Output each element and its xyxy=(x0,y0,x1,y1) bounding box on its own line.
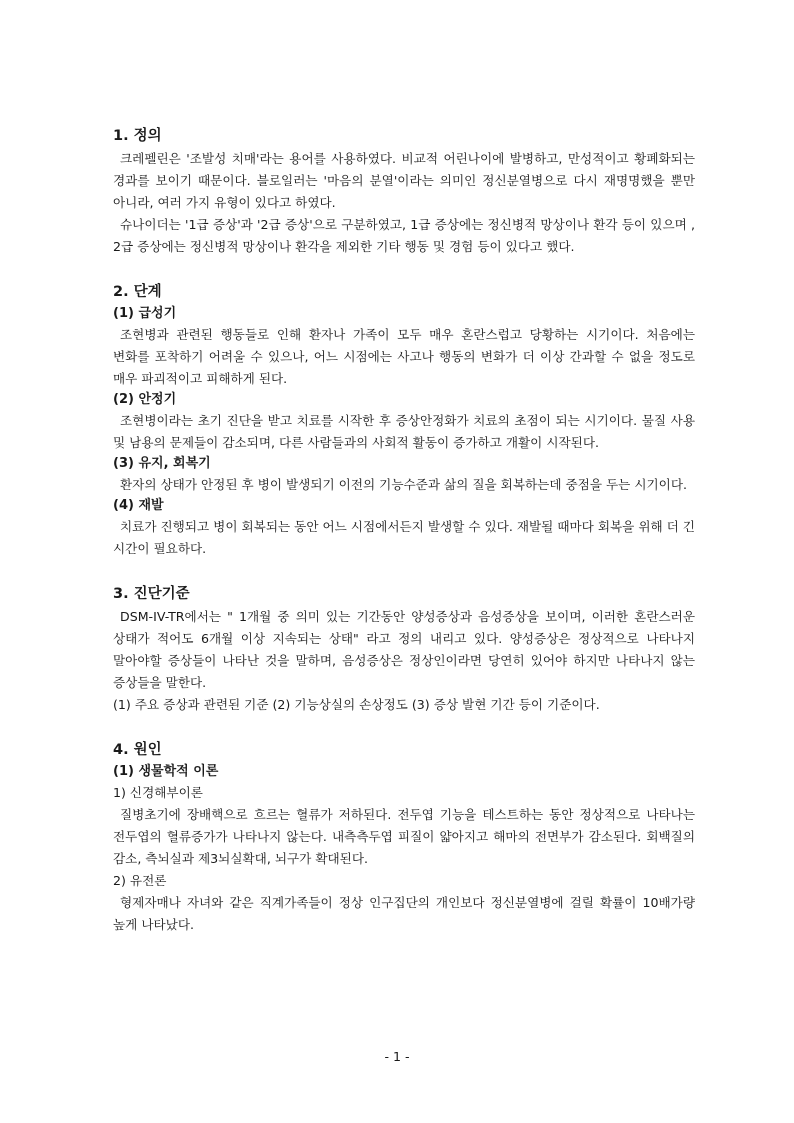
section-heading-criteria: 3. 진단기준 xyxy=(113,586,190,602)
definition-paragraph-1: 크레펠린은 '조발성 치매'라는 용어를 사용하였다. 비교적 어린나이에 발병하고, 만성적이고 황폐화되는 경과를 보이기 때문이다. 블로일러는 '마음의 분열'이라는 의미인 정신분열병으로 다시 재명명했을 뿐만 아니라, 여러 가지 유형이 있다고 하였다. xyxy=(113,151,695,210)
cause-1-subheading-1: 1) 신경해부이론 xyxy=(113,785,203,800)
cause-1-title: (1) 생물학적 이론 xyxy=(113,764,219,779)
cause-1-subtext-1: 질병초기에 장배핵으로 흐르는 혈류가 저하된다. 전두엽 기능을 테스트하는 동안 정상적으로 나타나는 전두엽의 혈류증가가 나타나지 않는다. 내측측두엽 피질이 얇아지고 해마의 전면부가 감소된다. 회백질의 감소, 측뇌실과 제3뇌실확대, 뇌구가 확대된다. xyxy=(113,807,695,866)
criteria-paragraph-2: (1) 주요 증상과 관련된 기준 (2) 기능상실의 손상정도 (3) 증상 발현 기간 등이 기준이다. xyxy=(113,697,600,712)
stage-1-title: (1) 급성기 xyxy=(113,306,177,321)
stage-3-title: (3) 유지, 회복기 xyxy=(113,456,211,471)
section-heading-causes: 4. 원인 xyxy=(113,742,162,758)
stage-4-title: (4) 재발 xyxy=(113,498,164,513)
stage-3-text: 환자의 상태가 안정된 후 병이 발생되기 이전의 기능수준과 삶의 질을 회복하는데 중점을 두는 시기이다. xyxy=(120,477,687,492)
cause-1-subheading-2: 2) 유전론 xyxy=(113,873,167,888)
stage-4-text: 치료가 진행되고 병이 회복되는 동안 어느 시점에서든지 발생할 수 있다. 재발될 때마다 회복을 위해 더 긴 시간이 필요하다. xyxy=(113,519,696,556)
section-heading-stages: 2. 단계 xyxy=(113,284,162,300)
page-number: - 1 - xyxy=(384,1049,410,1064)
cause-1-subtext-2: 형제자매나 자녀와 같은 직계가족들이 정상 인구집단의 개인보다 정신분열병에 걸릴 확률이 10배가량 높게 나타났다. xyxy=(113,895,695,932)
stage-2-text: 조현병이라는 초기 진단을 받고 치료를 시작한 후 증상안정화가 치료의 초점이 되는 시기이다. 물질 사용 및 남용의 문제들이 감소되며, 다른 사람들과의 사회적 활동이 증가하고 개활이 시작된다. xyxy=(113,413,695,450)
stage-1-text: 조현병과 관련된 행동들로 인해 환자나 가족이 모두 매우 혼란스럽고 당황하는 시기이다. 처음에는 변화를 포착하기 어려울 수 있으나, 어느 시점에는 사고나 행동의 변화가 더 이상 간과할 수 없을 정도로 매우 파괴적이고 피해하게 된다. xyxy=(113,327,695,386)
section-heading-definition: 1. 정의 xyxy=(113,128,162,144)
definition-paragraph-2: 슈나이더는 '1급 증상'과 '2급 증상'으로 구분하였고, 1급 증상에는 정신병적 망상이나 환각 등이 있으며 , 2급 증상에는 정신병적 망상이나 환각을 제외한 기타 행동 및 경험 등이 있다고 했다. xyxy=(113,217,695,254)
document-body xyxy=(113,126,695,936)
criteria-paragraph-1: DSM-IV-TR에서는 " 1개월 중 의미 있는 기간동안 양성증상과 음성증상을 보이며, 이러한 혼란스러운 상태가 적어도 6개월 이상 지속되는 상태" 라고 정의 내리고 있다. 양성증상은 정상적으로 나타나지 말아야할 증상들이 나타난 것을 말하며, 음성증상은 정상인이라면 당연히 있어야 하지만 나타나지 않는 증상들을 말한다. xyxy=(113,609,695,690)
stage-2-title: (2) 안정기 xyxy=(113,392,177,407)
